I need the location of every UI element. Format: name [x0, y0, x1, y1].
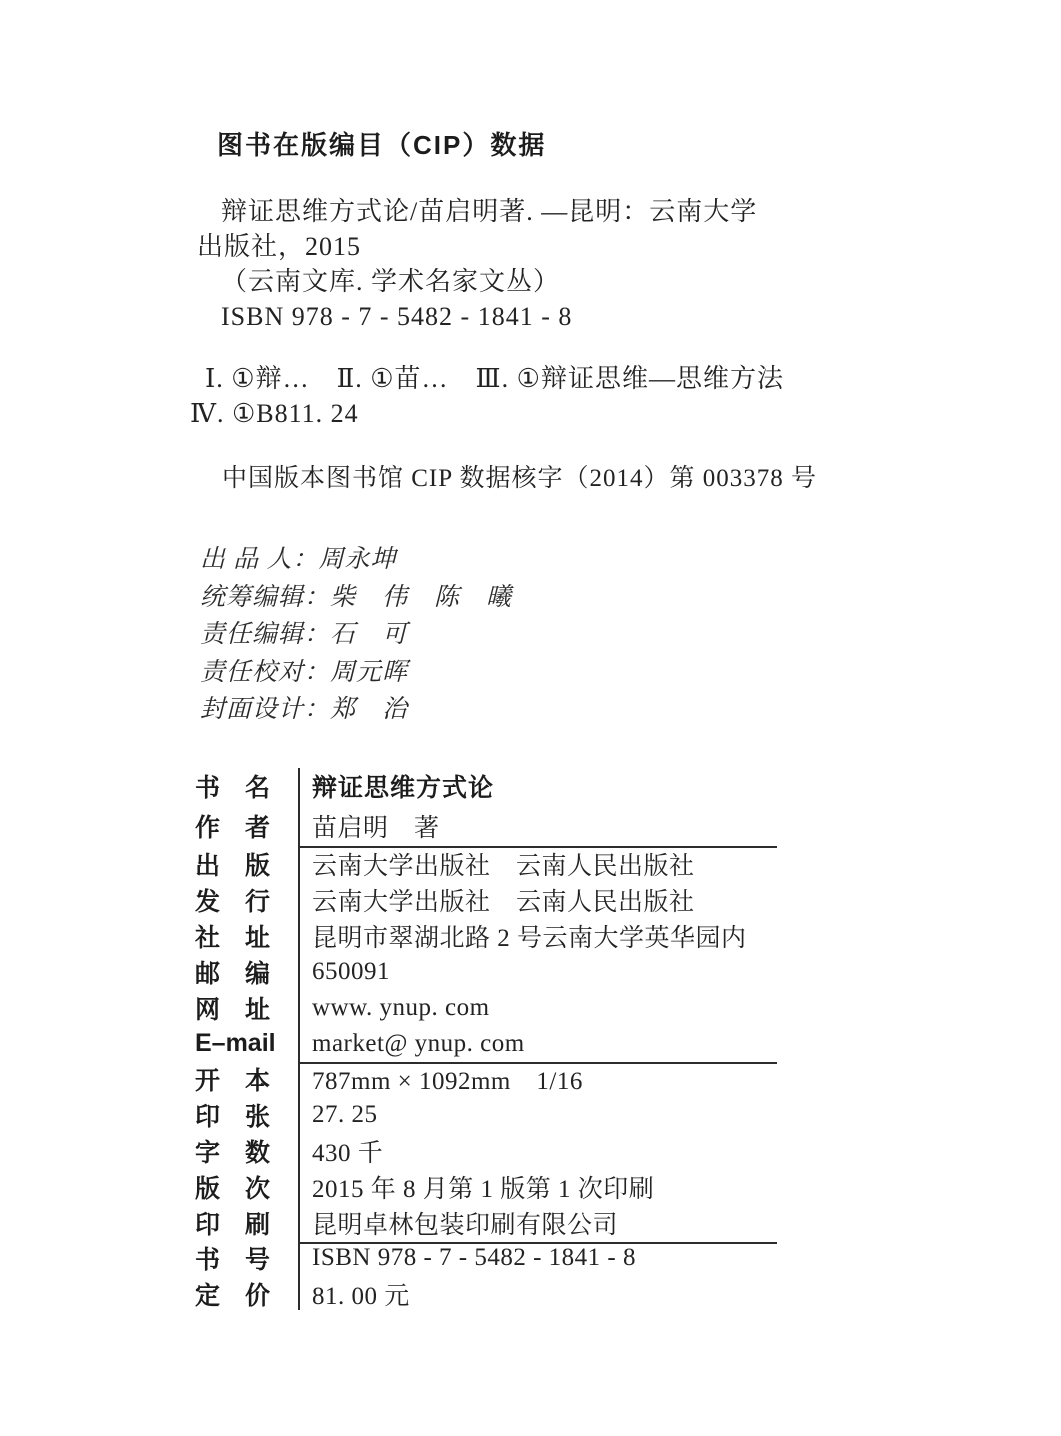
- row-value: 650091: [312, 958, 390, 985]
- row-label: 印 刷: [195, 1210, 271, 1239]
- table-row: [195, 846, 777, 882]
- credit-name: 石 可: [330, 621, 409, 648]
- row-label: 字 数: [195, 1139, 271, 1167]
- row-label: 印 张: [195, 1103, 271, 1131]
- row-label: 书 号: [195, 1246, 271, 1274]
- row-value: 云南大学出版社 云南人民出版社: [312, 853, 695, 880]
- table-row: [195, 1276, 777, 1312]
- table-row: [195, 1026, 777, 1061]
- credit-name: 周元晖: [330, 658, 409, 686]
- table-row: [195, 1061, 777, 1097]
- classification-line-2: Ⅳ. ①B811. 24: [190, 399, 359, 428]
- table-separator: [298, 1062, 777, 1064]
- row-value: 昆明卓林包装印刷有限公司: [312, 1211, 619, 1239]
- credit-label: 出 品 人：: [200, 546, 319, 573]
- table-row: [195, 1133, 777, 1169]
- table-row: [195, 1205, 777, 1240]
- row-value: ISBN 978 - 7 - 5482 - 1841 - 8: [312, 1244, 637, 1271]
- row-value: 81. 00 元: [312, 1283, 410, 1310]
- table-row: [195, 882, 777, 918]
- table-row: [195, 990, 777, 1026]
- row-label: 社 址: [195, 924, 271, 952]
- row-label: 网 址: [195, 996, 271, 1024]
- credit-label: 责任校对：: [200, 658, 331, 686]
- table-row: [195, 1097, 777, 1133]
- colophon-table: [195, 766, 777, 1312]
- credit-name: 柴 伟 陈 曦: [330, 583, 513, 611]
- row-label: 开 本: [195, 1067, 271, 1095]
- credit-row: [200, 541, 512, 579]
- credit-label: 封面设计：: [200, 696, 331, 723]
- cip-heading: 图书在版编目（CIP）数据: [217, 130, 547, 160]
- row-value: 云南大学出版社 云南人民出版社: [312, 889, 695, 916]
- row-value: 787mm × 1092mm 1/16: [312, 1068, 583, 1095]
- table-row: [195, 918, 777, 954]
- table-separator: [298, 1242, 777, 1244]
- row-value: 27. 25: [312, 1101, 378, 1128]
- table-row: [195, 806, 777, 846]
- row-label: 作 者: [195, 814, 271, 842]
- row-value: 2015 年 8 月第 1 版第 1 次印刷: [312, 1176, 655, 1203]
- table-row: [195, 1240, 777, 1276]
- cip-record-note: 中国版本图书馆 CIP 数据核字（2014）第 003378 号: [222, 465, 817, 492]
- row-label: E–mail: [195, 1029, 276, 1057]
- row-label: 出 版: [195, 852, 271, 880]
- cip-entry-line-2: 出版社，2015: [197, 232, 362, 261]
- table-row: [195, 1169, 777, 1205]
- credit-label: 统筹编辑：: [200, 583, 331, 611]
- cip-entry-block: [197, 194, 757, 334]
- cip-entry-line-4: ISBN 978 - 7 - 5482 - 1841 - 8: [221, 302, 573, 331]
- row-label: 版 次: [195, 1175, 271, 1203]
- table-row: [195, 766, 777, 806]
- credit-name: 郑 治: [330, 696, 409, 723]
- credit-row: [200, 616, 512, 654]
- cip-classification-block: [190, 361, 784, 431]
- cip-entry-line-3: （云南文库. 学术名家文丛）: [221, 267, 561, 296]
- row-label: 书 名: [195, 774, 271, 802]
- row-value: market@ ynup. com: [312, 1029, 525, 1057]
- row-label: 邮 编: [195, 960, 271, 988]
- row-label: 定 价: [195, 1282, 271, 1310]
- credit-label: 责任编辑：: [200, 621, 331, 648]
- credit-name: 周永坤: [318, 546, 397, 573]
- row-value: 430 千: [312, 1140, 384, 1167]
- credit-row: [200, 579, 512, 617]
- row-value: www. ynup. com: [312, 994, 490, 1021]
- cip-entry-line-1: 辩证思维方式论/苗启明著. —昆明：云南大学: [221, 197, 758, 226]
- credits-block: [200, 541, 512, 729]
- credit-row: [200, 654, 512, 692]
- row-value: 辩证思维方式论: [312, 774, 495, 802]
- table-vertical-rule: [298, 768, 300, 1310]
- table-separator: [298, 846, 777, 848]
- row-label: 发 行: [195, 888, 271, 916]
- classification-line-1: Ⅰ. ①辩… Ⅱ. ①苗… Ⅲ. ①辩证思维—思维方法: [205, 364, 784, 393]
- credit-row: [200, 691, 512, 729]
- row-value: 昆明市翠湖北路 2 号云南大学英华园内: [312, 925, 747, 952]
- row-value: 苗启明 著: [312, 815, 440, 842]
- table-row: [195, 954, 777, 990]
